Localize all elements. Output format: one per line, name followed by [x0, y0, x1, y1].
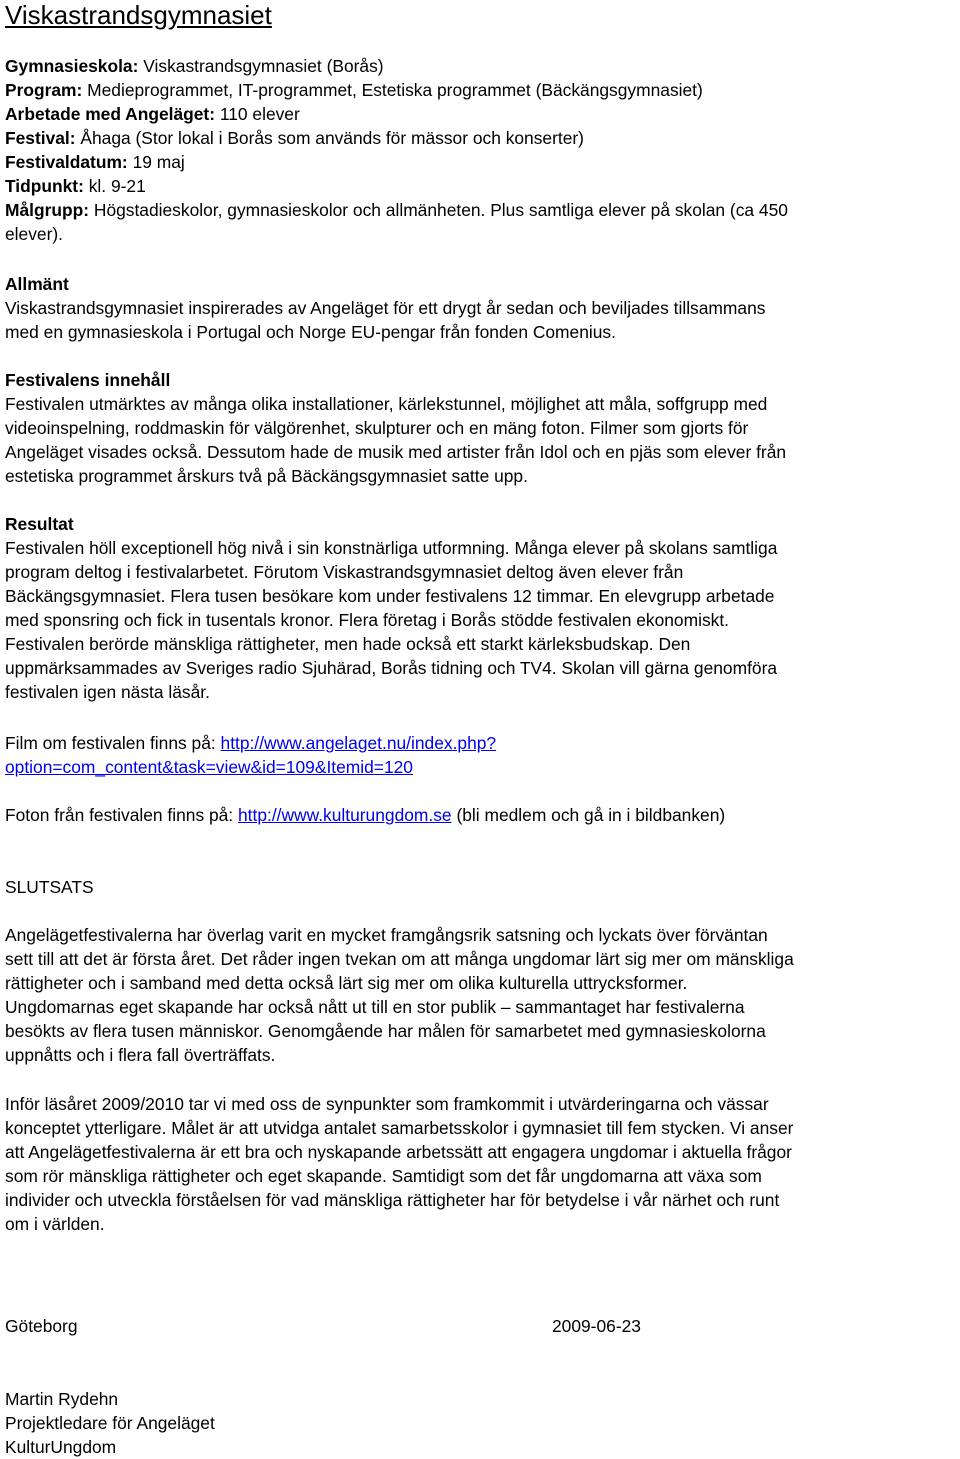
signature-org: KulturUngdom	[5, 1437, 117, 1457]
paragraph-line: uppnåtts och i flera fall överträffats.	[5, 1045, 276, 1065]
section-heading: Resultat	[5, 514, 74, 534]
section-allmant	[5, 272, 955, 344]
paragraph-line: med sponsring och fick in tusentals kronor. Flera företag i Borås stödde festivalen ekonomiskt.	[5, 610, 730, 630]
info-date: Festivaldatum: 19 maj	[5, 152, 185, 172]
paragraph-line: med en gymnasieskola i Portugal och Norge EU-pengar från fonden Comenius.	[5, 322, 616, 342]
signature-role: Projektledare för Angeläget	[5, 1413, 215, 1433]
paragraph-line: program deltog i festivalarbetet. Förutom Viskastrandsgymnasiet deltog även elever från	[5, 562, 684, 582]
paragraph-line: som rör mänskliga rättigheter och eget skapande. Samtidigt som det får ungdomarna att växa som	[5, 1166, 762, 1186]
paragraph-line: Angeläget visades också. Dessutom hade de musik med artister från Idol och en pjäs som elever från	[5, 442, 787, 462]
paragraph-line: Viskastrandsgymnasiet inspirerades av Angeläget för ett drygt år sedan och beviljades tillsammans	[5, 298, 766, 318]
film-link-cont[interactable]: option=com_content&task=view&id=109&Itemid=120	[5, 757, 413, 777]
film-link[interactable]: http://www.angelaget.nu/index.php?	[220, 733, 497, 753]
film-line: Film om festivalen finns på: http://www.angelaget.nu/index.php?	[5, 733, 497, 753]
paragraph-line: Angelägetfestivalerna har överlag varit en mycket framgångsrik satsning och lyckats över förväntan	[5, 925, 768, 945]
paragraph-line: Ungdomarnas eget skapande har också nått ut till en stor publik – sammantaget har festivalerna	[5, 997, 745, 1017]
section-slutsats	[5, 875, 955, 899]
signature-block	[5, 1387, 955, 1459]
paragraph-line: rättigheter och i samband med detta också lärt sig mer om olika kulturella uttrycksformer.	[5, 973, 688, 993]
foton-block	[5, 803, 955, 827]
paragraph-line: Bäckängsgymnasiet. Flera tusen besökare kom under festivalens 12 timmar. En elevgrupp arbetade	[5, 586, 775, 606]
signature-name: Martin Rydehn	[5, 1389, 119, 1409]
info-block	[5, 54, 955, 246]
info-worked: Arbetade med Angeläget: 110 elever	[5, 104, 300, 124]
info-time: Tidpunkt: kl. 9-21	[5, 176, 146, 196]
paragraph-line: estetiska programmet årskurs två på Bäckängsgymnasiet satte upp.	[5, 466, 528, 486]
paragraph-line: videoinspelning, roddmaskin för välgörenhet, skulpturer och en mäng foton. Filmer som gjorts för	[5, 418, 749, 438]
foton-line: Foton från festivalen finns på: http://www.kulturungdom.se (bli medlem och gå in i bildbanken)	[5, 805, 726, 825]
info-target-cont: elever).	[5, 224, 63, 244]
info-target: Målgrupp: Högstadieskolor, gymnasieskolor och allmänheten. Plus samtliga elever på skolan (ca 450	[5, 200, 788, 220]
film-line-cont	[5, 755, 955, 779]
paragraph-line: festivalen igen nästa läsår.	[5, 682, 210, 702]
paragraph-line: Festivalen höll exceptionell hög nivå i sin konstnärliga utformning. Många elever på skolans samtliga	[5, 538, 778, 558]
section-resultat	[5, 512, 955, 704]
paragraph-line: om i världen.	[5, 1214, 105, 1234]
slutsats-paragraph-2	[5, 1092, 955, 1236]
section-innehall	[5, 368, 955, 488]
signature-place-date	[5, 1314, 955, 1338]
signature-place: Göteborg	[5, 1316, 78, 1336]
paragraph-line: att Angelägetfestivalerna är ett bra och nyskapande arbetssätt att engagera ungdomar i aktuella frågor	[5, 1142, 792, 1162]
paragraph-line: sett till att det är första året. Det råder ingen tvekan om att många ungdomar lärt sig mer om mänskliga	[5, 949, 794, 969]
paragraph-line: uppmärksammades av Sveriges radio Sjuhärad, Borås tidning och TV4. Skolan vill gärna genomföra	[5, 658, 778, 678]
section-heading: Allmänt	[5, 274, 69, 294]
section-heading: SLUTSATS	[5, 877, 94, 897]
paragraph-line: Festivalen berörde mänskliga rättigheter, men hade också ett starkt kärleksbudskap. Den	[5, 634, 691, 654]
info-program: Program: Medieprogrammet, IT-programmet, Estetiska programmet (Bäckängsgymnasiet)	[5, 80, 703, 100]
document-title: Viskastrandsgymnasiet	[5, 0, 272, 30]
paragraph-line: besökts av flera tusen människor. Genomgående har målen för samarbetet med gymnasieskolorna	[5, 1021, 766, 1041]
section-heading: Festivalens innehåll	[5, 370, 171, 390]
paragraph-line: Inför läsåret 2009/2010 tar vi med oss de synpunkter som framkommit i utvärderingarna och vässar	[5, 1094, 769, 1114]
paragraph-line: Festivalen utmärktes av många olika installationer, kärlekstunnel, möjlighet att måla, soffgrupp med	[5, 394, 768, 414]
paragraph-line: individer och utveckla förståelsen för vad mänskliga rättigheter har för betydelse i vår närhet och runt	[5, 1190, 780, 1210]
slutsats-paragraph-1	[5, 923, 955, 1067]
info-school: Gymnasieskola: Viskastrandsgymnasiet (Borås)	[5, 56, 384, 76]
foton-link[interactable]: http://www.kulturungdom.se	[237, 805, 452, 825]
paragraph-line: konceptet ytterligare. Målet är att utvidga antalet samarbetsskolor i gymnasiet till fem stycken. Vi anser	[5, 1118, 794, 1138]
signature-date: 2009-06-23	[552, 1316, 641, 1336]
info-festival: Festival: Åhaga (Stor lokal i Borås som används för mässor och konserter)	[5, 128, 584, 148]
film-block	[5, 731, 955, 779]
